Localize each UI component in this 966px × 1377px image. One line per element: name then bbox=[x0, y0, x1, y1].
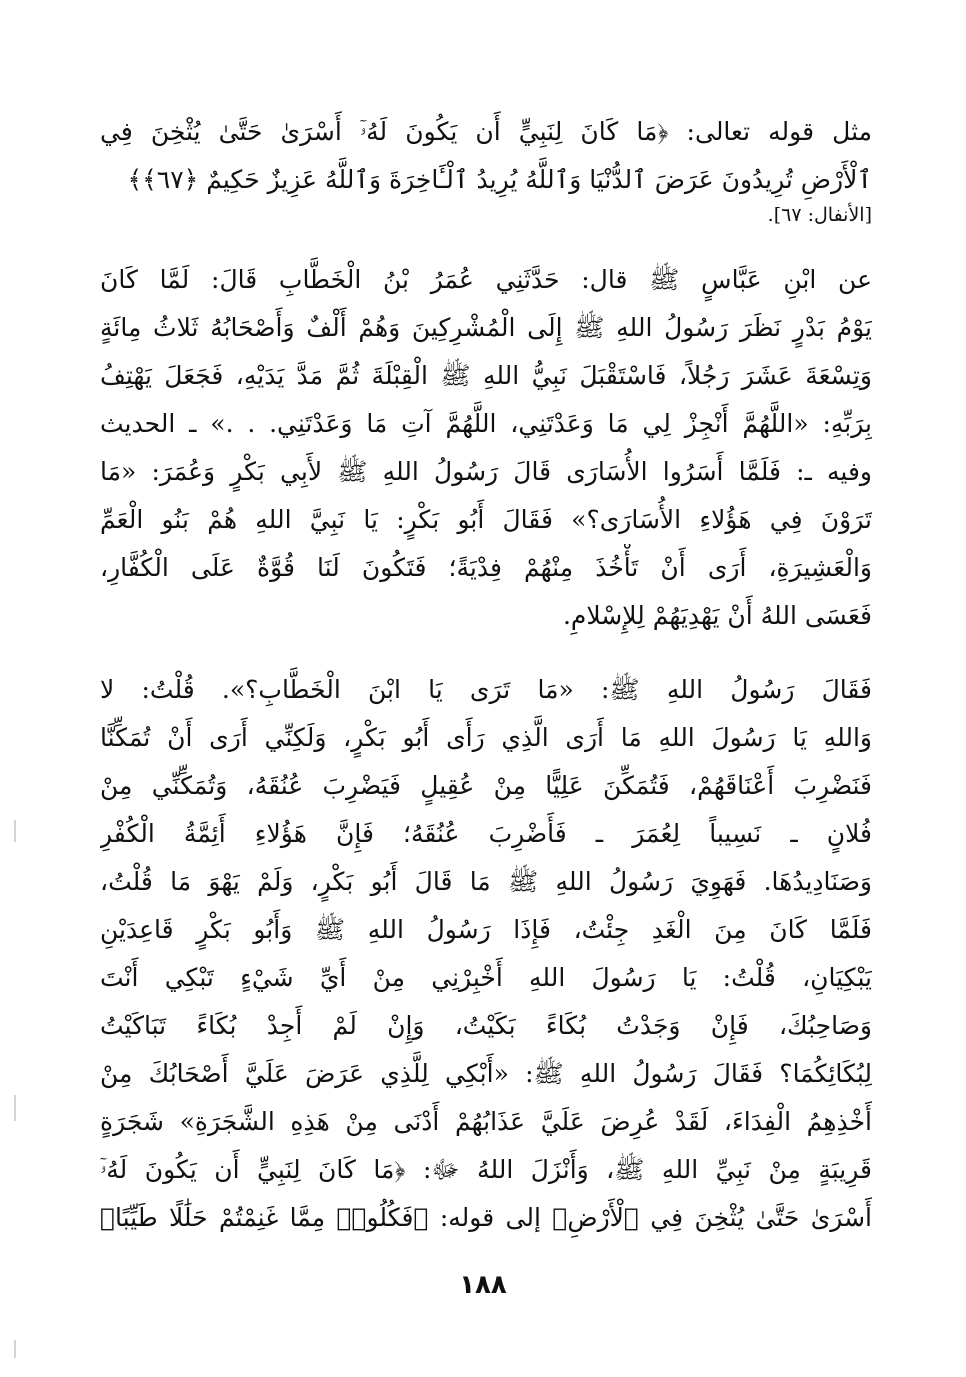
text-line: وَالْعَشِيرَةِ، أَرَى أَنْ تَأْخُذَ مِنْهُمْ فِدْيَةً؛ فَتَكُونَ لَنَا قُوَّةٌ عَلَى الْكُفَّارِ، bbox=[100, 553, 872, 582]
text-line: تَرَوْنَ فِي هَؤُلاءِ الأُسَارَى؟» فَقَالَ أَبُو بَكْرٍ: يَا نَبِيَّ اللهِ هُمْ بَنُو الْعَمِّ bbox=[100, 505, 872, 534]
text-line: وَصَاحِبُكَ، فَإِنْ وَجَدْتُ بُكَاءً بَكَيْتُ، وَإِنْ لَمْ أَجِدْ بُكَاءً تَبَاكَيْتُ bbox=[100, 1011, 872, 1040]
text-line: أَخْذِهِمُ الْفِدَاءَ، لَقَدْ عُرِضَ عَلَيَّ عَذَابُهُمْ أَدْنَى مِنْ هَذِهِ الشَّجَرَةِ» شَجَرَةٍ bbox=[100, 1107, 872, 1136]
paragraph-gap bbox=[100, 230, 872, 256]
paragraph-hadith-ibn-abbas bbox=[100, 256, 872, 640]
text-line: لِبُكَائِكُمَا؟ فَقَالَ رَسُولُ اللهِ ﷺ: «أَبْكِي لِلَّذِي عَرَضَ عَلَيَّ أَصْحَابُكَ مِنْ bbox=[100, 1059, 872, 1088]
text-line: فَعَسَى اللهُ أَنْ يَهْدِيَهُمْ لِلإِسْلامِ. bbox=[562, 601, 872, 630]
text-line: وَاللهِ يَا رَسُولَ اللهِ مَا أَرَى الَّذِي رَأَى أَبُو بَكْرٍ، وَلَكِنِّي أَرَى أَنْ تُمَكِّنَّا bbox=[100, 723, 872, 752]
text-line: قَرِيبَةٍ مِنْ نَبِيِّ اللهِ ﷺ، وَأَنْزَلَ اللهُ ﷻ: ﴿مَا كَانَ لِنَبِيٍّ أَن يَكُونَ لَهُۥٓ bbox=[100, 1155, 872, 1184]
text-line: يَوْمُ بَدْرٍ نَظَرَ رَسُولُ اللهِ ﷺ إِلَى الْمُشْرِكِينَ وَهُمْ أَلْفٌ وَأَصْحَابُهُ ثَلاثُ مِائَةٍ bbox=[100, 313, 872, 342]
text-line: فَنَضْرِبَ أَعْنَاقَهُمْ، فَتُمَكِّنَ عَلِيًّا مِنْ عُقِيلٍ فَيَضْرِبَ عُنُقَهُ، وَتُمَكِّنِّي مِنْ bbox=[100, 771, 872, 800]
paragraph-umar-response bbox=[100, 666, 872, 1242]
paragraph-quran-intro bbox=[100, 108, 872, 230]
scan-margin-mark bbox=[14, 820, 16, 842]
text-line: وَتِسْعَةَ عَشَرَ رَجُلاً، فَاسْتَقْبَلَ نَبِيُّ اللهِ ﷺ الْقِبْلَةَ ثُمَّ مَدَّ يَدَيْهِ، فَجَعَلَ يَهْتِفُ bbox=[100, 361, 872, 390]
verse-reference: [الأنفال: ٦٧]. bbox=[767, 204, 872, 226]
text-line: وفيه ـ: فَلَمَّا أَسَرُوا الأُسَارَى قَالَ رَسُولُ اللهِ ﷺ لأَبِي بَكْرٍ وَعُمَرَ: «مَا bbox=[100, 457, 872, 486]
text-line: فُلانٍ ـ نَسِيباً لِعُمَرَ ـ فَأَضْرِبَ عُنُقَهُ؛ فَإِنَّ هَؤُلاءِ أَئِمَّةُ الْكُفْرِ bbox=[100, 819, 872, 848]
text-line: أَسْرَىٰ حَتَّىٰ يُثْخِنَ فِي ٱلْأَرْضِ﴾ إلى قوله: ﴿فَكُلُوا۟ مِمَّا غَنِمْتُمْ حَلَٰلًا طَيِّبًا﴾ bbox=[100, 1203, 872, 1232]
text-line: فَلَمَّا كَانَ مِنَ الْغَدِ جِئْتُ، فَإِذَا رَسُولُ اللهِ ﷺ وَأَبُو بَكْرٍ قَاعِدَيْنِ bbox=[100, 915, 872, 944]
text-line: وَصَنَادِيدُهَا. فَهَوِيَ رَسُولُ اللهِ ﷺ مَا قَالَ أَبُو بَكْرٍ، وَلَمْ يَهْوَ مَا قُلْتُ، bbox=[100, 867, 872, 896]
text-line: ٱلْأَرْضِ تُرِيدُونَ عَرَضَ ٱلدُّنْيَا وَٱللَّهُ يُرِيدُ ٱلْـَٔاخِرَةَ وَٱللَّهُ عَزِيزٌ حَكِيمٌ ﴿٦٧﴾﴾ bbox=[127, 165, 872, 194]
scan-margin-mark bbox=[14, 1340, 16, 1358]
text-line: يَبْكِيَانِ، قُلْتُ: يَا رَسُولَ اللهِ أَخْبِرْنِي مِنْ أَيِّ شَيْءٍ تَبْكِي أَنْتَ bbox=[100, 963, 872, 992]
text-line: فَقَالَ رَسُولُ اللهِ ﷺ: «مَا تَرَى يَا ابْنَ الْخَطَّابِ؟». قُلْتُ: لا bbox=[100, 675, 872, 704]
scan-margin-mark bbox=[14, 1095, 16, 1121]
text-line: مثل قوله تعالى: ﴿مَا كَانَ لِنَبِيٍّ أَن يَكُونَ لَهُۥٓ أَسْرَىٰ حَتَّىٰ يُثْخِنَ فِي bbox=[100, 117, 872, 146]
text-line: بِرَبِّهِ: «اللَّهُمَّ أَنْجِزْ لِي مَا وَعَدْتَنِي، اللَّهُمَّ آتِ مَا وَعَدْتَنِي. . .» ـ الحديث bbox=[100, 409, 872, 438]
paragraph-gap bbox=[100, 640, 872, 666]
text-line: عن ابْنِ عَبَّاسٍ ﷺ قال: حَدَّثَنِي عُمَرُ بْنُ الْخَطَّابِ قَالَ: لَمَّا كَانَ bbox=[100, 265, 872, 294]
page-number: ١٨٨ bbox=[459, 1270, 507, 1300]
page-body bbox=[100, 108, 872, 1242]
